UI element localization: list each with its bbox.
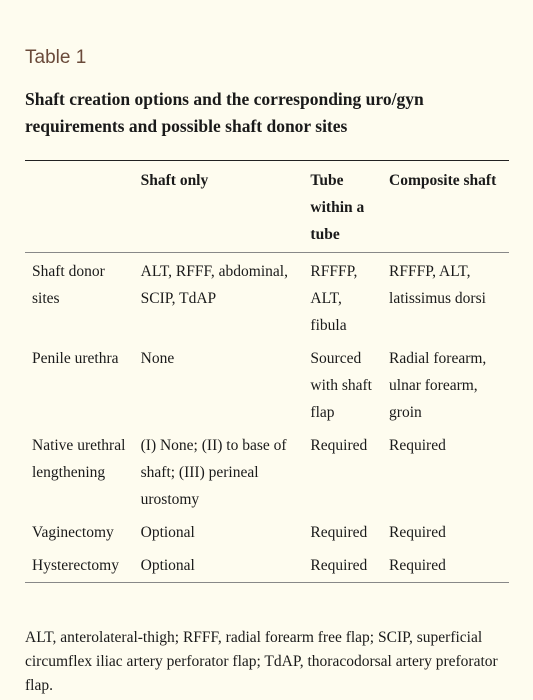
table-cell: (I) None; (II) to base of shaft; (III) perineal urostomy xyxy=(140,437,287,508)
row-label-cell: Penile urethra xyxy=(32,350,119,367)
header-cell-shaft-only: Shaft only xyxy=(140,172,209,189)
table-cell: Required xyxy=(389,437,446,454)
table-row xyxy=(25,546,509,583)
table-cell: Sourced with shaft flap xyxy=(310,350,372,421)
table-header xyxy=(25,161,509,253)
row-label-cell: Native urethral lengthening xyxy=(32,437,126,481)
table-cell: Required xyxy=(310,524,368,541)
table-row xyxy=(25,339,509,426)
row-label-cell: Hysterectomy xyxy=(32,557,119,574)
table-label: Table 1 xyxy=(25,47,87,68)
table-cell: None xyxy=(140,350,175,367)
header-cell-blank xyxy=(25,161,134,253)
table-cell: Required xyxy=(389,557,446,574)
table-cell: Optional xyxy=(140,557,195,574)
table-cell: RFFFP, ALT, latissimus dorsi xyxy=(389,263,486,307)
row-label-cell: Vaginectomy xyxy=(32,524,114,541)
table-body xyxy=(25,253,509,583)
table-cell: Required xyxy=(310,557,368,574)
table-caption: Shaft creation options and the corresponding uro/gyn requirements and possible shaft donor sites xyxy=(25,89,424,136)
table-row xyxy=(25,426,509,513)
header-row xyxy=(25,161,509,253)
table-row xyxy=(25,513,509,546)
table-cell: ALT, RFFF, abdominal, SCIP, TdAP xyxy=(140,263,288,307)
row-label-cell: Shaft donor sites xyxy=(32,263,105,307)
table-cell: Required xyxy=(389,524,446,541)
data-table xyxy=(25,160,509,583)
table-footnote: ALT, anterolateral-thigh; RFFF, radial forearm free flap; SCIP, superficial circumflex iliac artery perforator flap; TdAP, thoracodorsal artery preforator flap. xyxy=(25,629,498,694)
table-row xyxy=(25,253,509,340)
table-cell: Required xyxy=(310,437,368,454)
table-cell: Radial forearm, ulnar forearm, groin xyxy=(389,350,487,421)
header-cell-composite-shaft: Composite shaft xyxy=(389,172,497,189)
table-cell: RFFFP, ALT, fibula xyxy=(310,263,358,334)
table-cell: Optional xyxy=(140,524,195,541)
header-cell-tube-within-tube: Tube within a tube xyxy=(310,172,365,243)
